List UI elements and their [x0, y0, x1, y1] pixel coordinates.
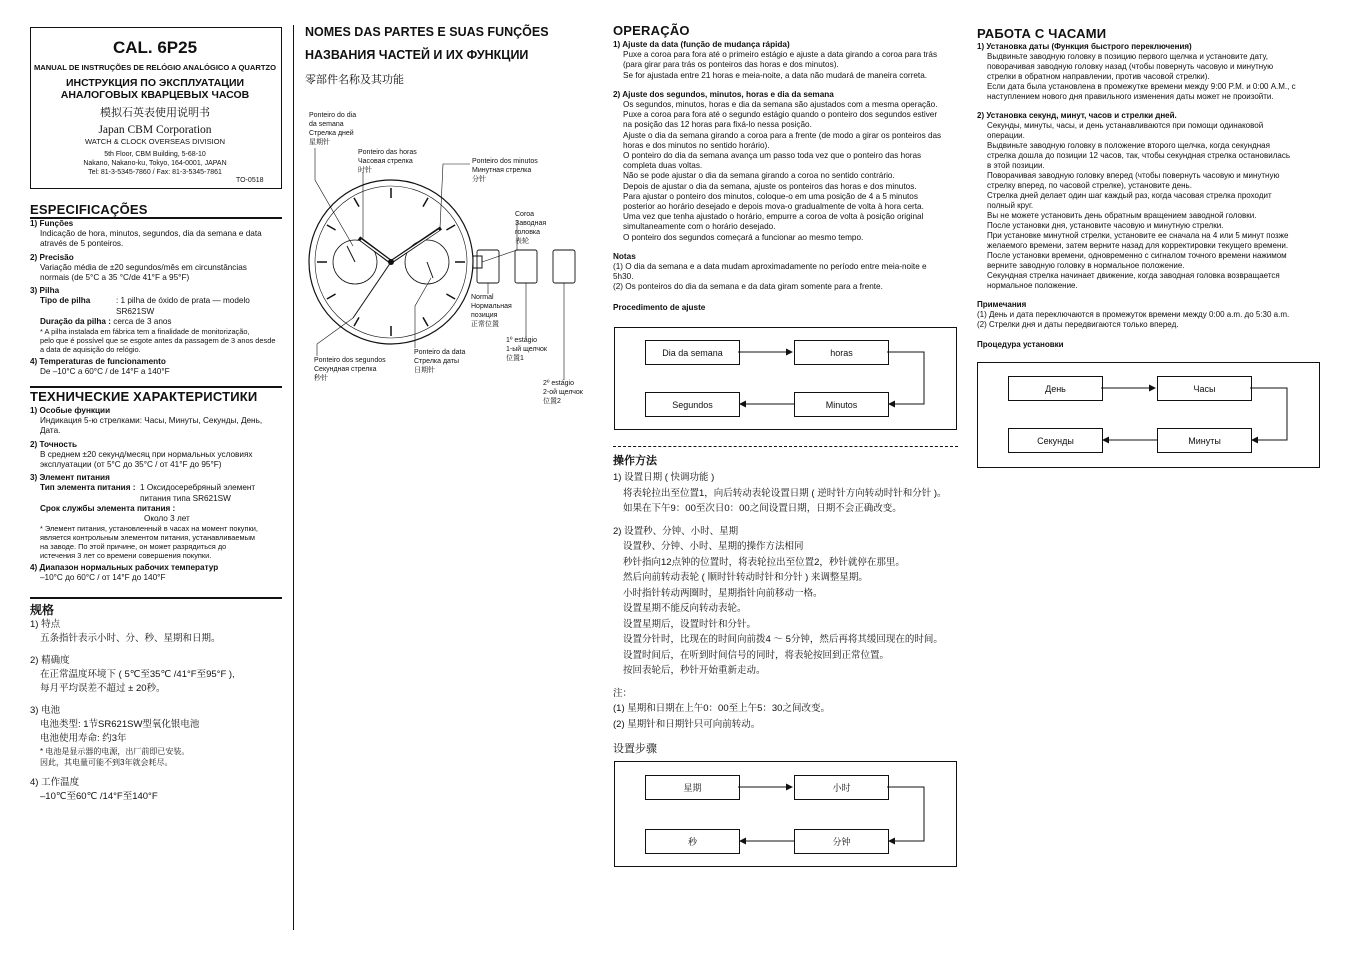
spec-ru-t1: Индикация 5-ю стрелками: Часы, Минуты, Секунды, День, Дата.	[40, 416, 263, 436]
hour-marker	[423, 198, 428, 207]
op-ru-s1t: Выдвиньте заводную головку в позицию первого щелчка и установите дату, поворачивая заводную головку назад (чтобы повернуть часовую и минутную стрелки в обратном направлении, против часовой стрелки). Если дата была установлена в промежутке времени между 9:00 P.M. и 0:00 A.M., с наступлением нового дня правильного изменения даты может не произойти.	[987, 52, 1296, 101]
cn-l1: 1) 特点	[30, 619, 61, 630]
parts-title-ru: НАЗВАНИЯ ЧАСТЕЙ И ИХ ФУНКЦИИ	[305, 48, 529, 62]
label-hour-hand: Ponteiro das horas Часовая стрелка 时针	[358, 149, 417, 174]
proc-arrows-ru	[977, 362, 1319, 467]
manual-title-pt: MANUAL DE INSTRUÇÕES DE RELÓGIO ANALÓGICO A QUARTZO	[33, 63, 277, 72]
day-hand-shape	[347, 246, 355, 262]
spec-ru-body	[30, 406, 285, 584]
proc-box-cn-hours: 小时	[794, 775, 889, 800]
spec-cn-title: 规格	[30, 603, 55, 617]
date-hand-shape	[427, 262, 433, 278]
crown-first	[515, 250, 537, 283]
cn-l2t: 在正常温度环境下 ( 5℃至35℃ /41°F至95°F ), 每月平均误差不超过 ± 20秒。	[40, 669, 235, 694]
hour-marker	[327, 294, 336, 299]
op-pt-s2t: Os segundos, minutos, horas e dia da semana são ajustados com a mesma operação. Puxe a coroa para fora até o segundo estágio quando o ponteiro dos segundos estiver na posição das 12 horas para fixá-lo nessa posição. Ajuste o dia da semana girando a coroa para a frente (de modo a girar os ponteiros das horas e dos minutos no sentido horário). O ponteiro do dia da semana avança um passo toda vez que o ponteiro das horas completa duas voltas. Não se pode ajustar o dia da semana girando a coroa no sentido contrário. Depois de ajustar o dia da semana, ajuste os ponteiros das horas e dos minutos. Para ajustar o ponteiro dos minutos, coloque-o em uma posição de 4 a 5 minutos posterior ao horário desejado e depois mova-o gradualmente de volta à hora certa. Uma vez que tenha ajustado o horário, empurre a coroa de volta à posição original simultaneamente com o horário desejado. O ponteiro dos segundos começará a funcionar ao mesmo tempo.	[623, 100, 942, 242]
op-cn-title: 操作方法	[613, 455, 657, 467]
op-cn-s1t: 将表轮拉出至位置1，向后转动表轮设置日期 ( 逆时针方向转动时针和分针 )。 如果在下午9：00至次日0：00之间设置日期，日期不会正确改变。	[623, 487, 947, 514]
crown-normal	[477, 250, 499, 283]
spec-pt-h3: 3) Pilha	[30, 286, 60, 296]
manual-title-cn: 模拟石英表使用说明书	[100, 107, 210, 119]
cn-l2: 2) 精确度	[30, 655, 70, 666]
cn-l3: 3) 电池	[30, 705, 61, 716]
spec-pt-body	[30, 219, 285, 377]
op-pt-s1t: Puxe a coroa para fora até o primeiro estágio e ajuste a data girando a coroa para trás (para girar para trás os ponteiros das horas e dos minutos). Se for ajustada entre 21 horas e meia-noite, a data não mudará de maneira correta.	[623, 50, 938, 80]
hour-marker	[446, 225, 455, 230]
op-pt-s2h: 2) Ajuste dos segundos, minutos, horas e dia da semana	[613, 89, 834, 99]
parts-title-cn: 零部件名称及其功能	[305, 74, 404, 86]
op-cn-notes-h: 注：	[613, 687, 633, 699]
hour-marker	[423, 317, 428, 326]
op-ru-s2t: Секунды, минуты, часы, и день устанавливаются при помощи одинаковой операции. Выдвиньте заводную головку в положение второго щелчка, когда секундная стрелка дошла до позиции 12 часов, так, чтобы секундная стрелка остановилась в этой позиции. Поворачивая заводную головку вперед (чтобы повернуть часовую и минутную стрелку вперед, по часовой стрелке), установите день. Стрелка дней делает один шаг каждый раз, когда часовая стрелка проходит полный круг. Вы не можете установить день обратным вращением заводной головки. После установки дня, установите часовую и минутную стрелки. При установке минутной стрелки, установите ее сначала на 4 или 5 минут позже желаемого времени, затем верните назад для корректировки текущего времени. После установки времени, одновременно с сигналом точного времени нажимом верните заводную головку в нормальное положение. Секундная стрелка начинает движение, когда заводная головка возвращается нормальное положение.	[987, 121, 1290, 290]
spec-ru-title: ТЕХНИЧЕСКИЕ ХАРАКТЕРИСТИКИ	[30, 389, 258, 404]
op-cn-s1h: 1) 设置日期 ( 快调功能 )	[613, 472, 715, 483]
column-divider	[293, 25, 294, 930]
spec-ru-h3: 3) Элемент питания	[30, 473, 110, 483]
spec-ru-h1: 1) Особые функции	[30, 406, 111, 415]
proc-box-minutes: Minutos	[794, 392, 889, 417]
hour-marker	[327, 225, 336, 230]
spec-cn-body	[30, 618, 290, 804]
spec-pt-h1: 1) Funções	[30, 219, 74, 228]
op-pt-title: OPERAÇÃO	[613, 23, 690, 38]
proc-box-ru-day: День	[1008, 376, 1103, 401]
proc-box-ru-hours: Часы	[1157, 376, 1252, 401]
op-ru-s1h: 1) Установка даты (Функция быстрого переключения)	[977, 42, 1192, 51]
battery-life-label: Duração da pilha :	[40, 316, 111, 326]
cn-l4t: –10℃至60℃ /14°F至140°F	[40, 791, 158, 802]
spec-pt-note: * A pilha instalada em fábrica tem a finalidade de monitorização, pelo que é possível que se esgote antes da passagem de 3 anos desde a data de aquisição do relógio.	[40, 327, 276, 355]
op-cn-s2t: 设置秒、分钟、小时、星期的操作方法相同 秒针指向12点钟的位置时，将表轮拉出至位置2，秒针就停在那里。 然后向前转动表轮 ( 顺时针转动时针和分针 ) 来调整星期。 小时指针转动两圈时，星期指针向前移动一格。 设置星期不能反向转动表轮。 设置星期后，设置时针和分针。 设置分针时，比现在的时间向前拨4 ～ 5分钟，然后再将其缓回现在的时间。 设置时间后，在听到时间信号的同时，将表轮按回到正常位置。 按回表轮后，秒针开始重新走动。	[623, 541, 943, 676]
company-logo: Japan CBM Corporation	[98, 124, 212, 136]
op-pt-notes-t: (1) O dia da semana e a data mudam aproximadamente no período entre meia-noite e 5h30. (2) Os ponteiros do dia da semana e da data giram somente para a frente.	[613, 262, 927, 292]
crown-second	[553, 250, 575, 283]
division: WATCH & CLOCK OVERSEAS DIVISION	[84, 137, 226, 146]
spec-pt-t2: Variação média de ±20 segundos/mês em circunstâncias normais (de 5°C a 35 °C/de 41°F a 95°F)	[40, 262, 247, 283]
proc-box-cn-minutes: 分钟	[794, 829, 889, 854]
proc-arrows-pt	[614, 327, 956, 429]
op-ru-s2h: 2) Установка секунд, минут, часов и стрелки дней.	[977, 111, 1177, 120]
op-ru-title: РАБОТА С ЧАСАМИ	[977, 26, 1107, 41]
doc-code: TO-0518	[236, 177, 264, 184]
spec-ru-h2: 2) Точность	[30, 439, 78, 449]
spec-pt-h2: 2) Precisão	[30, 252, 74, 262]
label-day-hand: Ponteiro do dia da semana Стрелка дней 星期针	[309, 112, 357, 146]
cn-l3t: 电池类型: 1节SR621SW型氧化银电池 电池使用寿命: 约3年	[40, 719, 200, 744]
ru-battery-life-value: Около 3 лет	[144, 514, 190, 524]
address: 5th Floor, CBM Building, 5-68-10 Nakano, Nakano-ku, Tokyo, 164-0001, JAPAN Tel: 81-3-5345-7860 / Fax: 81-3-5345-7861	[83, 151, 227, 176]
op-cn-s2h: 2) 设置秒、分钟、小时、星期	[613, 525, 739, 537]
doc-title: CAL. 6P25	[112, 38, 198, 57]
op-cn-body	[613, 470, 963, 758]
spec-pt-title: ESPECIFICAÇÕES	[30, 202, 148, 217]
spec-pt-t1: Indicação de hora, minutos, segundos, dia da semana e data através de 5 ponteiros.	[40, 229, 262, 249]
spec-pt-temp-t: De –10°C a 60°C / de 14°F a 140°F	[40, 367, 170, 377]
divider	[30, 597, 282, 599]
dashed-divider	[613, 446, 958, 447]
proc-box-cn-day: 星期	[645, 775, 740, 800]
leader-second	[317, 318, 353, 356]
spec-ru-temp-h: 4) Диапазон нормальных рабочих температур	[30, 563, 219, 573]
spec-ru-t2: В среднем ±20 секунд/месяц при нормальных условиях эксплуатации (от 5°C до 35°C / от 41°F до 95°F)	[40, 449, 253, 470]
op-cn-proc-h: 设置步骤	[613, 743, 657, 755]
proc-box-ru-minutes: Минуты	[1157, 428, 1252, 453]
second-hand-shape	[353, 262, 391, 318]
proc-box-ru-seconds: Секунды	[1008, 428, 1103, 453]
proc-arrows-cn	[614, 761, 956, 866]
label-second-stage: 2º estágio 2-ой щелчок 位置2	[543, 380, 583, 405]
op-pt-proc-h: Procedimento de ajuste	[613, 302, 706, 312]
ru-battery-life-label: Срок службы элемента питания :	[40, 503, 176, 513]
label-crown: Coroa Заводная головка 表轮	[515, 211, 547, 245]
spec-pt-temp-h: 4) Temperaturas de funcionamento	[30, 357, 166, 367]
op-ru-proc-h: Процедура установки	[977, 340, 1064, 349]
cn-l3n: * 电池是显示器的电源，出厂前即已安装。 因此，其电量可能不到3年就会耗尽。	[40, 747, 190, 767]
label-second-hand: Ponteiro dos segundos Секундная стрелка 秒针	[314, 357, 386, 382]
manual-title-ru: ИНСТРУКЦИЯ ПО ЭКСПЛУАТАЦИИ АНАЛОГОВЫХ КВАРЦЕВЫХ ЧАСОВ	[60, 77, 250, 101]
op-pt-s1h: 1) Ajuste da data (função de mudança rápida)	[613, 40, 790, 49]
proc-box-day: Dia da semana	[645, 340, 740, 365]
proc-box-hours: horas	[794, 340, 889, 365]
hour-marker	[354, 317, 359, 326]
op-ru-notes-t: (1) День и дата переключаются в промежуток времени между 0:00 a.m. до 5:30 a.m. (2) Стрелки дня и даты передвигаются только вперед.	[977, 310, 1290, 329]
op-ru-notes-h: Примечания	[977, 300, 1027, 309]
crown-shape	[473, 256, 482, 268]
watch-diagram	[295, 110, 595, 410]
spec-ru-temp-t: –10°C до 60°C / от 14°F до 140°F	[40, 573, 166, 583]
label-normal: Normal Нормальная позиция 正常位置	[471, 294, 512, 328]
proc-box-cn-seconds: 秒	[645, 829, 740, 854]
cn-l1t: 五条指针表示小时、分、秒、星期和日期。	[40, 633, 221, 644]
spec-ru-note: * Элемент питания, установленный в часах на момент покупки, является контрольным элементом питания, устанавливаемым на заводе. По этой причине, он может разрядиться до истечения 3 лет со времени совершения покупки.	[40, 524, 258, 561]
op-ru-body	[977, 42, 1327, 350]
minute-hand-inner	[391, 230, 439, 262]
hour-marker	[354, 198, 359, 207]
label-minute-hand: Ponteiro dos minutos Минутная стрелка 分针	[472, 158, 538, 183]
battery-type-label: Tipo de pilha	[40, 296, 91, 306]
center-pin	[388, 259, 394, 265]
divider	[30, 386, 282, 388]
battery-type-value: : 1 pilha de óxido de prata — modelo SR621SW	[116, 296, 250, 316]
parts-title-pt: NOMES DAS PARTES E SUAS FUNÇÕES	[305, 25, 549, 39]
leader-crown	[482, 220, 517, 262]
ru-battery-type-label: Тип элемента питания :	[40, 483, 136, 493]
ru-battery-type-value: 1 Оксидосеребряный элемент питания типа SR621SW	[140, 483, 256, 503]
cn-l4: 4) 工作温度	[30, 777, 80, 788]
proc-box-seconds: Segundos	[645, 392, 740, 417]
label-date-hand: Ponteiro da data Стрелка даты 日期针	[414, 349, 466, 374]
leader-minute	[440, 164, 470, 228]
op-pt-body	[613, 40, 963, 313]
op-pt-notes-h: Notas	[613, 251, 636, 261]
hour-marker	[446, 294, 455, 299]
leader-day	[315, 148, 353, 246]
battery-life-value: cerca de 3 anos	[113, 316, 172, 326]
hour-hand-inner	[361, 240, 391, 262]
op-cn-notes-t: (1) 星期和日期在上午0：00至上午5：30之间改变。 (2) 星期针和日期针只可向前转动。	[613, 703, 830, 730]
label-first-stage: 1º estágio 1-ый щелчок 位置1	[506, 337, 547, 362]
